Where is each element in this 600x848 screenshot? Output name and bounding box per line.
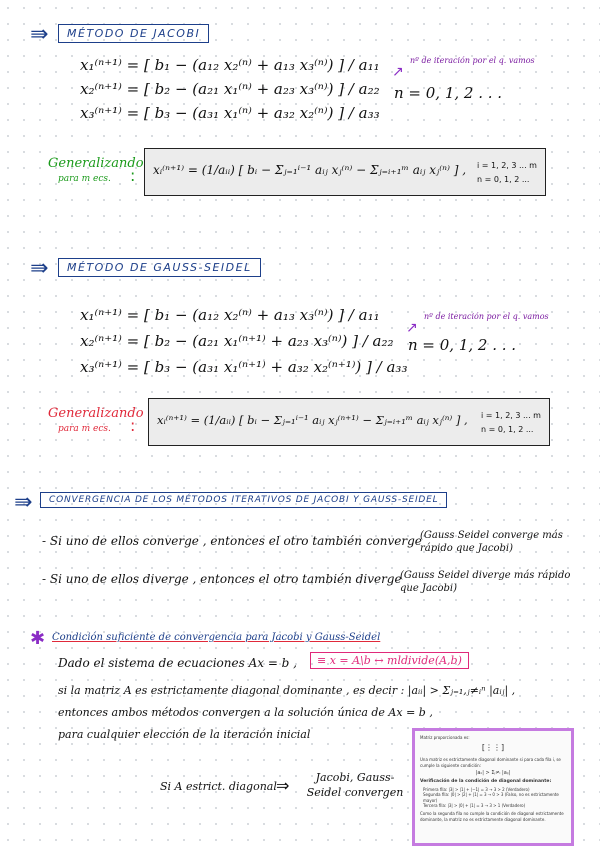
- jacobi-note: nº de iteración por el q. vamos: [410, 56, 535, 65]
- inset-desc: Una matriz es estrictamente diagonal dominante si para cada fila i, se cumple la siguiente condición:: [420, 757, 561, 768]
- jacobi-colon: :: [130, 166, 136, 185]
- inset-intro: Matriz proporcionada es:: [420, 735, 470, 740]
- gauss-title: MÉTODO DE GAUSS-SEIDEL: [58, 258, 261, 277]
- inset-conclusion: Como la segunda fila no cumple la condición de diagonal estrictamente dominante, la matriz no es estrictamente diagonal dominante.: [420, 811, 564, 822]
- gauss-colon: :: [130, 416, 136, 435]
- jacobi-general-label: Generalizando: [48, 156, 144, 171]
- jacobi-eq2: x₂⁽ⁿ⁺¹⁾ = [ b₂ − (a₂₁ x₁⁽ⁿ⁾ + a₂₃ x₃⁽ⁿ⁾) ] / a₂₂: [80, 80, 380, 98]
- gauss-range-i: i = 1, 2, 3 ... m: [481, 411, 541, 420]
- inset-matrix-icon: [⋮⋮]: [481, 743, 505, 753]
- convergence-bullet-1: - Si uno de ellos converge , entonces el otro también converge: [42, 534, 422, 548]
- condition-line-4: para cualquier elección de la iteración inicial: [58, 728, 311, 741]
- section-arrow-icon: ⇛: [30, 256, 49, 281]
- diag-right: Jacobi, Gauss-Seidel convergen: [306, 771, 404, 800]
- jacobi-title: MÉTODO DE JACOBI: [58, 24, 209, 43]
- jacobi-range-n: n = 0, 1, 2 ...: [477, 175, 530, 184]
- gauss-range-n: n = 0, 1, 2 ...: [481, 425, 534, 434]
- inset-item: Primera fila: |3| > |1| + |−1| = 3 → 3 > 2 (Verdadero): [423, 786, 530, 792]
- star-icon: ✱: [30, 628, 46, 649]
- gauss-note: nº de iteración por el q. vamos: [424, 312, 549, 321]
- implies-arrow-icon: ⇒: [276, 776, 290, 795]
- gauss-eq2: x₂⁽ⁿ⁺¹⁾ = [ b₂ − (a₂₁ x₁⁽ⁿ⁺¹⁾ + a₂₃ x₃⁽ⁿ⁾) ] / a₂₂: [80, 332, 394, 350]
- condition-line-3: entonces ambos métodos convergen a la solución única de Ax = b ,: [58, 706, 433, 719]
- jacobi-eq3: x₃⁽ⁿ⁺¹⁾ = [ b₃ − (a₃₁ x₁⁽ⁿ⁾ + a₃₂ x₂⁽ⁿ⁾) ] / a₃₃: [80, 104, 380, 122]
- convergence-title: CONVERGENCIA DE LOS MÉTODOS ITERATIVOS DE JACOBI Y GAUSS-SEIDEL: [40, 492, 447, 508]
- jacobi-general-sub: para m ecs.: [58, 174, 111, 184]
- section-arrow-icon: ⇛: [14, 490, 33, 515]
- section-arrow-icon: ⇛: [30, 22, 49, 47]
- jacobi-eq1: x₁⁽ⁿ⁺¹⁾ = [ b₁ − (a₁₂ x₂⁽ⁿ⁾ + a₁₃ x₃⁽ⁿ⁾) ] / a₁₁: [80, 56, 380, 74]
- convergence-bullet-1-note: (Gauss Seidel converge más rápido que Jacobi): [420, 530, 563, 554]
- inset-item: Segunda fila: |0| > |2| + |1| = 3 → 0 > 3 (Falso, no es estrictamente mayor): [423, 792, 559, 803]
- condition-line-1-box: ≡ x = A\b ↔ mldivide(A,b): [310, 652, 469, 669]
- gauss-general-sub: para m ecs.: [58, 424, 111, 434]
- jacobi-range-i: i = 1, 2, 3 ... m: [477, 161, 537, 170]
- convergence-bullet-2-note: (Gauss Seidel diverge más rápido que Jacobi): [400, 570, 571, 594]
- diag-left: Si A estrict. diagonal: [160, 780, 277, 793]
- jacobi-general-box: [144, 148, 546, 196]
- inset-formula: |aᵢᵢ| > Σⱼ≠ᵢ |aᵢⱼ|: [475, 769, 511, 776]
- gauss-n-values: n = 0, 1, 2 . . .: [408, 336, 517, 354]
- convergence-bullet-2: - Si uno de ellos diverge , entonces el otro también diverge: [42, 572, 402, 586]
- inset-item: Tercera fila: |3| > |0| + |1| = 3 → 3 > 1 (Verdadero): [423, 802, 526, 808]
- inset-panel: [412, 728, 574, 846]
- jacobi-general-formula: xᵢ⁽ⁿ⁺¹⁾ = (1/aᵢᵢ) [ bᵢ − Σⱼ₌₁ⁱ⁻¹ aᵢⱼ xⱼ⁽ⁿ⁾ − Σⱼ₌ᵢ₊₁ᵐ aᵢⱼ xⱼ⁽ⁿ⁾ ] ,: [153, 163, 467, 177]
- gauss-eq1: x₁⁽ⁿ⁺¹⁾ = [ b₁ − (a₁₂ x₂⁽ⁿ⁾ + a₁₃ x₃⁽ⁿ⁾) ] / a₁₁: [80, 306, 380, 324]
- condition-line-2: si la matriz A es estrictamente diagonal dominante , es decir : |aᵢᵢ| > Σⱼ₌₁,ⱼ≠ᵢⁿ |aᵢⱼ| ,: [58, 684, 516, 697]
- gauss-general-box: [148, 398, 550, 446]
- condition-line-1: Dado el sistema de ecuaciones Ax = b ,: [58, 656, 297, 670]
- condition-title: Condición suficiente de convergencia para Jacobi y Gauss-Seidel: [52, 632, 381, 643]
- note-arrow-icon: ↗: [406, 320, 418, 336]
- inset-heading: Verificación de la condición de diagonal dominante:: [420, 778, 552, 784]
- gauss-eq3: x₃⁽ⁿ⁺¹⁾ = [ b₃ − (a₃₁ x₁⁽ⁿ⁺¹⁾ + a₃₂ x₂⁽ⁿ⁺¹⁾) ] / a₃₃: [80, 358, 408, 376]
- gauss-general-formula: xᵢ⁽ⁿ⁺¹⁾ = (1/aᵢᵢ) [ bᵢ − Σⱼ₌₁ⁱ⁻¹ aᵢⱼ xⱼ⁽ⁿ⁺¹⁾ − Σⱼ₌ᵢ₊₁ᵐ aᵢⱼ xⱼ⁽ⁿ⁾ ] ,: [157, 413, 468, 427]
- note-arrow-icon: ↗: [392, 64, 404, 80]
- gauss-general-label: Generalizando: [48, 406, 144, 421]
- jacobi-n-values: n = 0, 1, 2 . . .: [394, 84, 503, 102]
